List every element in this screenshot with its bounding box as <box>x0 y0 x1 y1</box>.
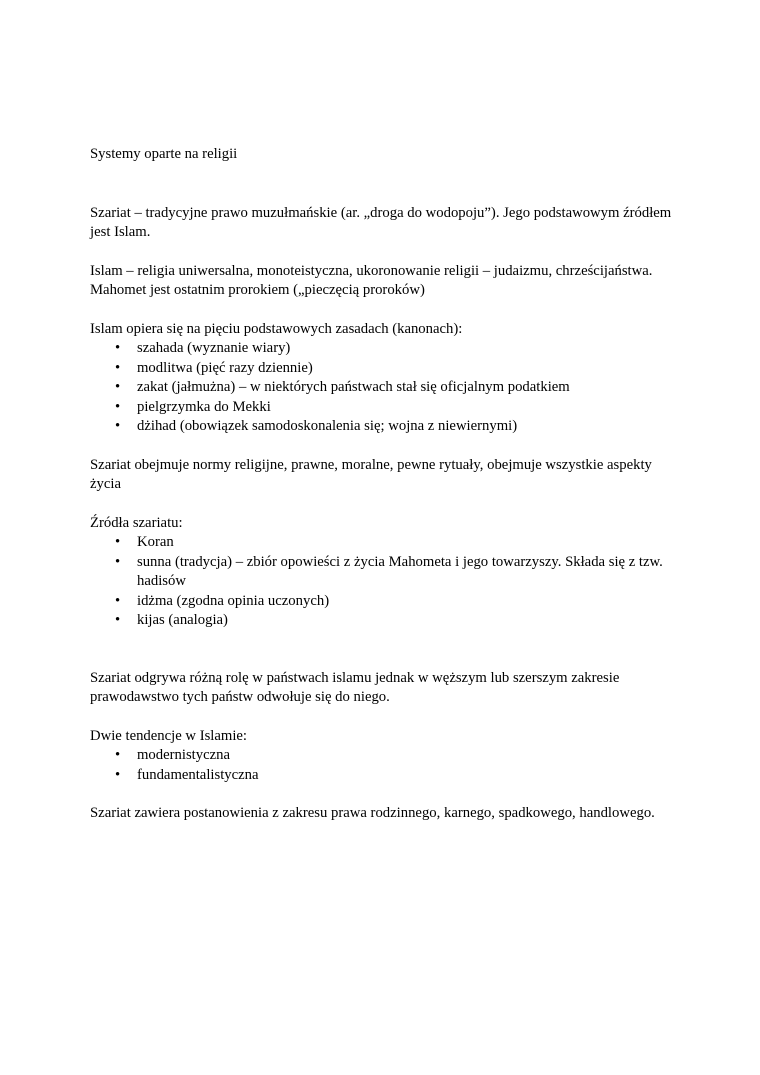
paragraph-szariat-role: Szariat odgrywa różną rolę w państwach islamu jednak w węższym lub szerszym zakresie prawodawstwo tych państw odwołuje się do niego. <box>90 669 620 705</box>
document-title: Systemy oparte na religii <box>90 146 238 162</box>
paragraph-szariat-definition: Szariat – tradycyjne prawo muzułmańskie (ar. „droga do wodopoju”). Jego podstawowym źródłem jest Islam. <box>90 204 672 240</box>
list-item: • sunna (tradycja) – zbiór opowieści z życia Mahometa i jego towarzyszy. Składa się z tzw. hadisów <box>115 553 663 589</box>
bullet-icon: • <box>115 359 121 376</box>
bullet-icon: • <box>115 340 121 356</box>
list-intro-pillars: Islam opiera się na pięciu podstawowych zasadach (kanonach): <box>90 320 463 337</box>
list-intro-sources: Źródła szariatu: <box>90 514 183 531</box>
list-pillars <box>90 339 680 437</box>
bullet-icon: • <box>115 398 121 415</box>
document-page <box>90 145 680 843</box>
paragraph-szariat-scope: Szariat obejmuje normy religijne, prawne, moralne, pewne rytuały, obejmuje wszystkie aspekty życia <box>90 456 652 492</box>
paragraph-islam-definition: Islam – religia uniwersalna, monoteistyczna, ukoronowanie religii – judaizmu, chrześcijaństwa. Mahomet jest ostatnim prorokiem („pieczęcią proroków) <box>90 262 653 298</box>
bullet-icon: • <box>115 553 121 570</box>
list-item: • dżihad (obowiązek samodoskonalenia się; wojna z niewiernymi) <box>90 417 680 437</box>
bullet-icon: • <box>115 592 121 609</box>
list-item: • zakat (jałmużna) – w niektórych państwach stał się oficjalnym podatkiem <box>90 378 680 398</box>
list-sources <box>90 533 680 631</box>
list-tendencies <box>90 746 680 785</box>
list-item: • pielgrzymka do Mekki <box>90 398 680 418</box>
list-item: • modlitwa (pięć razy dziennie) <box>90 359 680 379</box>
list-item: • fundamentalistyczna <box>90 766 680 786</box>
list-item: • kijas (analogia) <box>90 611 680 631</box>
bullet-icon: • <box>115 766 121 783</box>
bullet-icon: • <box>115 418 121 434</box>
list-item: • Koran <box>90 533 680 553</box>
bullet-icon: • <box>115 534 121 550</box>
list-item: • modernistyczna <box>90 746 680 766</box>
list-item: • idżma (zgodna opinia uczonych) <box>90 592 680 612</box>
bullet-icon: • <box>115 747 121 763</box>
list-item: • szahada (wyznanie wiary) <box>90 339 680 359</box>
bullet-icon: • <box>115 379 121 395</box>
paragraph-szariat-provisions: Szariat zawiera postanowienia z zakresu prawa rodzinnego, karnego, spadkowego, handlowego. <box>90 805 655 821</box>
list-intro-tendencies: Dwie tendencje w Islamie: <box>90 727 248 744</box>
bullet-icon: • <box>115 612 121 628</box>
